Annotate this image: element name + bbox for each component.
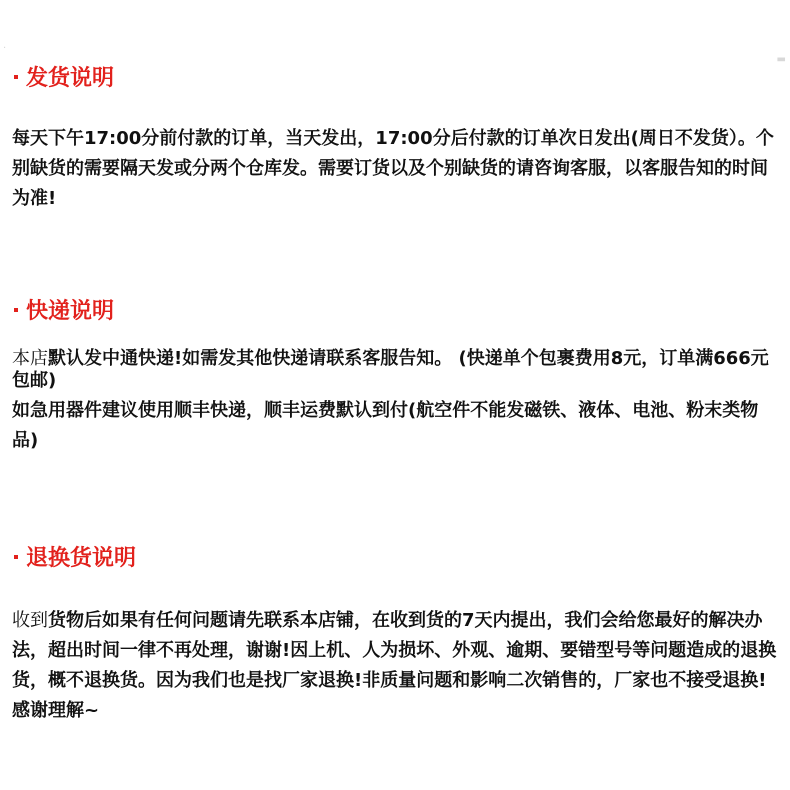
express-line-2: 如急用器件建议使用顺丰快递，顺丰运费默认到付(航空件不能发磁铁、液体、电池、粉末类物品) xyxy=(12,400,759,451)
express-title-text: 快递说明 xyxy=(26,299,115,324)
express-section-title xyxy=(14,297,114,327)
returns-title-text: 退换货说明 xyxy=(26,546,137,571)
express-line-1-prefix: 本店 xyxy=(12,348,48,369)
express-section-body xyxy=(12,348,780,456)
returns-section-title xyxy=(14,544,136,574)
corner-mark-left: · xyxy=(3,43,7,54)
returns-text xyxy=(12,606,780,726)
express-line-1 xyxy=(12,348,780,392)
shipping-section-title xyxy=(14,64,114,94)
express-line-1-main: 默认发中通快递!如需发其他快递请联系客服告知。 (快递单个包裹费用8元，订单满666元包邮) xyxy=(12,348,769,391)
shipping-text: 每天下午17:00分前付款的订单，当天发出，17:00分后付款的订单次日发出(周日不发货）。个别缺货的需要隔天发或分两个仓库发。需要订货以及个别缺货的请咨询客服，以客服告知的时间为准! xyxy=(12,128,774,209)
returns-text-main: 货物后如果有任何问题请先联系本店铺，在收到货的7天内提出，我们会给您最好的解决办法，超出时间一律不再处理，谢谢!因上机、人为损坏、外观、逾期、要错型号等问题造成的退换货，概不退换货。因为我们也是找厂家退换!非质量问题和影响二次销售的，厂家也不接受退换!感谢理解~ xyxy=(12,610,777,721)
returns-section-body xyxy=(12,606,780,726)
shipping-title-text: 发货说明 xyxy=(26,66,115,91)
bullet-icon xyxy=(14,308,18,312)
bullet-icon xyxy=(14,75,18,79)
corner-mark-right: ▬ xyxy=(776,54,786,65)
shipping-section-body xyxy=(12,124,780,214)
bullet-icon xyxy=(14,555,18,559)
returns-text-prefix: 收到 xyxy=(12,610,48,631)
